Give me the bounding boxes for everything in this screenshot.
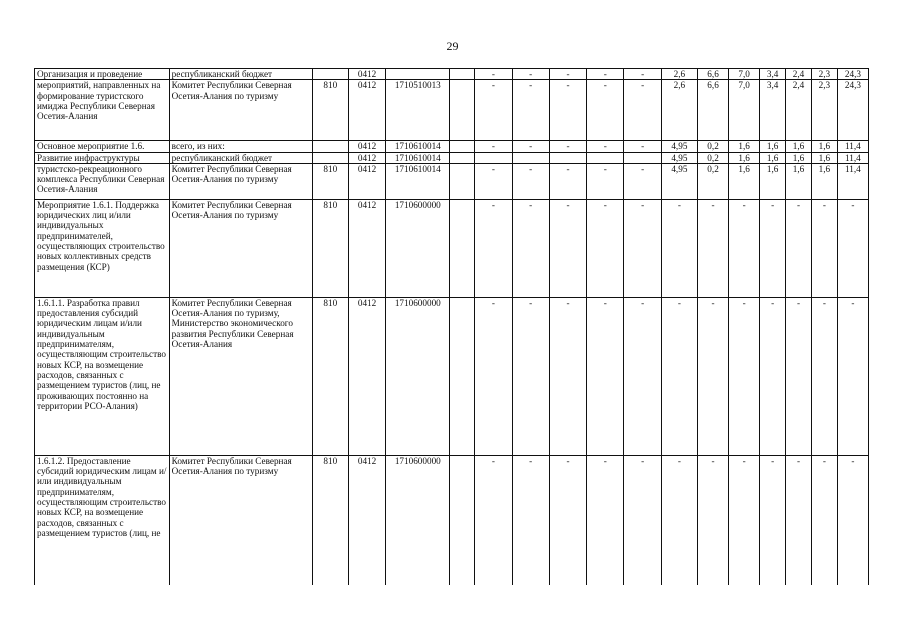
name-cell: Основное мероприятие 1.6. bbox=[35, 141, 170, 152]
executor-cell: всего, из них: bbox=[169, 141, 312, 152]
name-cell: туристско-рекреационного комплекса Республики Северная Осетия-Алания bbox=[35, 163, 170, 199]
table-row bbox=[35, 297, 869, 455]
section-cell: 0412 bbox=[348, 152, 385, 163]
year-2020-cell: 0,2 bbox=[698, 141, 729, 152]
year-2019-cell: 2,6 bbox=[661, 69, 697, 80]
grbs-cell bbox=[312, 141, 348, 152]
executor-cell: Комитет Республики Северная Осетия-Алания по туризму bbox=[169, 163, 312, 199]
table-row bbox=[35, 69, 869, 80]
year-2016-cell: - bbox=[549, 163, 586, 199]
total-cell: - bbox=[837, 297, 868, 455]
name-cell: 1.6.1.1. Разработка правил предоставления субсидий юридическим лицам и/или индивидуальным предпринимателям, осуществляющим строительство новых КСР, на возмещение расходов, связанных с размещением туристов (лиц, не проживающих постоянно на территории РСО-Алания) bbox=[35, 297, 170, 455]
executor-cell: республиканский бюджет bbox=[169, 152, 312, 163]
year-2024-cell: - bbox=[811, 199, 837, 297]
vr-cell bbox=[450, 455, 475, 585]
year-2016-cell bbox=[549, 152, 586, 163]
vr-cell bbox=[450, 80, 475, 141]
year-2023-cell: - bbox=[786, 297, 812, 455]
grbs-cell: 810 bbox=[312, 199, 348, 297]
executor-cell: Комитет Республики Северная Осетия-Алания по туризму bbox=[169, 455, 312, 585]
page-number: 29 bbox=[446, 39, 459, 53]
grbs-cell: 810 bbox=[312, 297, 348, 455]
year-2024-cell: - bbox=[811, 297, 837, 455]
year-2017-cell: - bbox=[587, 455, 624, 585]
csr-cell: 1710610014 bbox=[386, 152, 450, 163]
executor-cell: Комитет Республики Северная Осетия-Алания по туризму bbox=[169, 80, 312, 141]
year-2018-cell: - bbox=[624, 69, 661, 80]
section-cell: 0412 bbox=[348, 199, 385, 297]
vr-cell bbox=[450, 199, 475, 297]
year-2020-cell: - bbox=[698, 199, 729, 297]
year-2024-cell: 2,3 bbox=[811, 69, 837, 80]
year-2014-cell: - bbox=[475, 455, 512, 585]
section-cell: 0412 bbox=[348, 455, 385, 585]
executor-cell: Комитет Республики Северная Осетия-Алания по туризму, Министерство экономического развития Республики Северная Осетия-Алания bbox=[169, 297, 312, 455]
year-2021-cell: 1,6 bbox=[729, 163, 760, 199]
grbs-cell bbox=[312, 69, 348, 80]
year-2018-cell: - bbox=[624, 80, 661, 141]
year-2023-cell: 2,4 bbox=[786, 69, 812, 80]
year-2015-cell: - bbox=[512, 199, 549, 297]
year-2014-cell: - bbox=[475, 80, 512, 141]
year-2022-cell: 1,6 bbox=[760, 163, 786, 199]
year-2021-cell: - bbox=[729, 297, 760, 455]
year-2023-cell: 1,6 bbox=[786, 152, 812, 163]
year-2015-cell: - bbox=[512, 69, 549, 80]
year-2023-cell: 1,6 bbox=[786, 141, 812, 152]
year-2017-cell: - bbox=[587, 69, 624, 80]
year-2016-cell: - bbox=[549, 199, 586, 297]
table-row bbox=[35, 141, 869, 152]
year-2021-cell: - bbox=[729, 199, 760, 297]
section-cell: 0412 bbox=[348, 163, 385, 199]
executor-cell: Комитет Республики Северная Осетия-Алания по туризму bbox=[169, 199, 312, 297]
section-cell: 0412 bbox=[348, 297, 385, 455]
year-2022-cell: - bbox=[760, 297, 786, 455]
csr-cell: 1710600000 bbox=[386, 455, 450, 585]
year-2018-cell: - bbox=[624, 455, 661, 585]
year-2021-cell: 7,0 bbox=[729, 69, 760, 80]
year-2019-cell: - bbox=[661, 297, 697, 455]
name-cell: Развитие инфраструктуры bbox=[35, 152, 170, 163]
name-cell: Организация и проведение bbox=[35, 69, 170, 80]
year-2015-cell: - bbox=[512, 141, 549, 152]
year-2017-cell: - bbox=[587, 297, 624, 455]
year-2020-cell: - bbox=[698, 297, 729, 455]
year-2021-cell: 1,6 bbox=[729, 152, 760, 163]
section-cell: 0412 bbox=[348, 69, 385, 80]
name-cell: Мероприятие 1.6.1. Поддержка юридических лиц и/или индивидуальных предпринимателей, осуществляющих строительство новых коллективных средств размещения (КСР) bbox=[35, 199, 170, 297]
section-cell: 0412 bbox=[348, 141, 385, 152]
year-2014-cell: - bbox=[475, 69, 512, 80]
vr-cell bbox=[450, 297, 475, 455]
year-2019-cell: 4,95 bbox=[661, 152, 697, 163]
year-2024-cell: - bbox=[811, 455, 837, 585]
year-2015-cell: - bbox=[512, 163, 549, 199]
year-2015-cell: - bbox=[512, 455, 549, 585]
year-2015-cell bbox=[512, 152, 549, 163]
year-2023-cell: 1,6 bbox=[786, 163, 812, 199]
year-2024-cell: 1,6 bbox=[811, 152, 837, 163]
total-cell: 11,4 bbox=[837, 152, 868, 163]
year-2014-cell: - bbox=[475, 141, 512, 152]
year-2016-cell: - bbox=[549, 69, 586, 80]
year-2018-cell: - bbox=[624, 163, 661, 199]
year-2018-cell: - bbox=[624, 297, 661, 455]
csr-cell: 1710600000 bbox=[386, 297, 450, 455]
vr-cell bbox=[450, 152, 475, 163]
year-2020-cell: 0,2 bbox=[698, 152, 729, 163]
year-2014-cell: - bbox=[475, 297, 512, 455]
year-2022-cell: 1,6 bbox=[760, 141, 786, 152]
section-cell: 0412 bbox=[348, 80, 385, 141]
year-2014-cell: - bbox=[475, 163, 512, 199]
total-cell: 24,3 bbox=[837, 69, 868, 80]
year-2024-cell: 1,6 bbox=[811, 163, 837, 199]
year-2015-cell: - bbox=[512, 80, 549, 141]
year-2021-cell: 1,6 bbox=[729, 141, 760, 152]
year-2019-cell: - bbox=[661, 199, 697, 297]
year-2020-cell: 6,6 bbox=[698, 69, 729, 80]
vr-cell bbox=[450, 163, 475, 199]
year-2019-cell: - bbox=[661, 455, 697, 585]
year-2016-cell: - bbox=[549, 455, 586, 585]
table-row bbox=[35, 199, 869, 297]
total-cell: - bbox=[837, 455, 868, 585]
year-2020-cell: 0,2 bbox=[698, 163, 729, 199]
year-2017-cell: - bbox=[587, 199, 624, 297]
csr-cell bbox=[386, 69, 450, 80]
year-2017-cell: - bbox=[587, 80, 624, 141]
year-2021-cell: 7,0 bbox=[729, 80, 760, 141]
vr-cell bbox=[450, 69, 475, 80]
csr-cell: 1710600000 bbox=[386, 199, 450, 297]
year-2020-cell: 6,6 bbox=[698, 80, 729, 141]
year-2022-cell: 3,4 bbox=[760, 69, 786, 80]
year-2023-cell: - bbox=[786, 455, 812, 585]
name-cell: мероприятий, направленных на формирование туристского имиджа Республики Северная Осетия-Алания bbox=[35, 80, 170, 141]
total-cell: - bbox=[837, 199, 868, 297]
grbs-cell bbox=[312, 152, 348, 163]
year-2014-cell bbox=[475, 152, 512, 163]
year-2017-cell: - bbox=[587, 141, 624, 152]
grbs-cell: 810 bbox=[312, 80, 348, 141]
csr-cell: 1710610014 bbox=[386, 141, 450, 152]
table-row bbox=[35, 455, 869, 585]
year-2022-cell: - bbox=[760, 455, 786, 585]
executor-cell: республиканский бюджет bbox=[169, 69, 312, 80]
year-2019-cell: 4,95 bbox=[661, 163, 697, 199]
year-2022-cell: 1,6 bbox=[760, 152, 786, 163]
budget-table bbox=[34, 68, 869, 585]
year-2018-cell: - bbox=[624, 199, 661, 297]
year-2019-cell: 4,95 bbox=[661, 141, 697, 152]
year-2016-cell: - bbox=[549, 297, 586, 455]
grbs-cell: 810 bbox=[312, 455, 348, 585]
year-2023-cell: 2,4 bbox=[786, 80, 812, 141]
total-cell: 11,4 bbox=[837, 163, 868, 199]
total-cell: 24,3 bbox=[837, 80, 868, 141]
csr-cell: 1710510013 bbox=[386, 80, 450, 141]
vr-cell bbox=[450, 141, 475, 152]
table-row bbox=[35, 80, 869, 141]
year-2020-cell: - bbox=[698, 455, 729, 585]
csr-cell: 1710610014 bbox=[386, 163, 450, 199]
year-2015-cell: - bbox=[512, 297, 549, 455]
year-2016-cell: - bbox=[549, 141, 586, 152]
year-2018-cell: - bbox=[624, 141, 661, 152]
year-2014-cell: - bbox=[475, 199, 512, 297]
table-row bbox=[35, 163, 869, 199]
year-2016-cell: - bbox=[549, 80, 586, 141]
year-2019-cell: 2,6 bbox=[661, 80, 697, 141]
year-2024-cell: 1,6 bbox=[811, 141, 837, 152]
grbs-cell: 810 bbox=[312, 163, 348, 199]
year-2023-cell: - bbox=[786, 199, 812, 297]
year-2018-cell bbox=[624, 152, 661, 163]
total-cell: 11,4 bbox=[837, 141, 868, 152]
name-cell: 1.6.1.2. Предоставление субсидий юридическим лицам и/или индивидуальным предпринимателям, осуществляющим строительство новых КСР, на возмещение расходов, связанных с размещением туристов (лиц, не bbox=[35, 455, 170, 585]
year-2022-cell: 3,4 bbox=[760, 80, 786, 141]
year-2017-cell bbox=[587, 152, 624, 163]
table-row bbox=[35, 152, 869, 163]
year-2024-cell: 2,3 bbox=[811, 80, 837, 141]
year-2022-cell: - bbox=[760, 199, 786, 297]
year-2021-cell: - bbox=[729, 455, 760, 585]
year-2017-cell: - bbox=[587, 163, 624, 199]
